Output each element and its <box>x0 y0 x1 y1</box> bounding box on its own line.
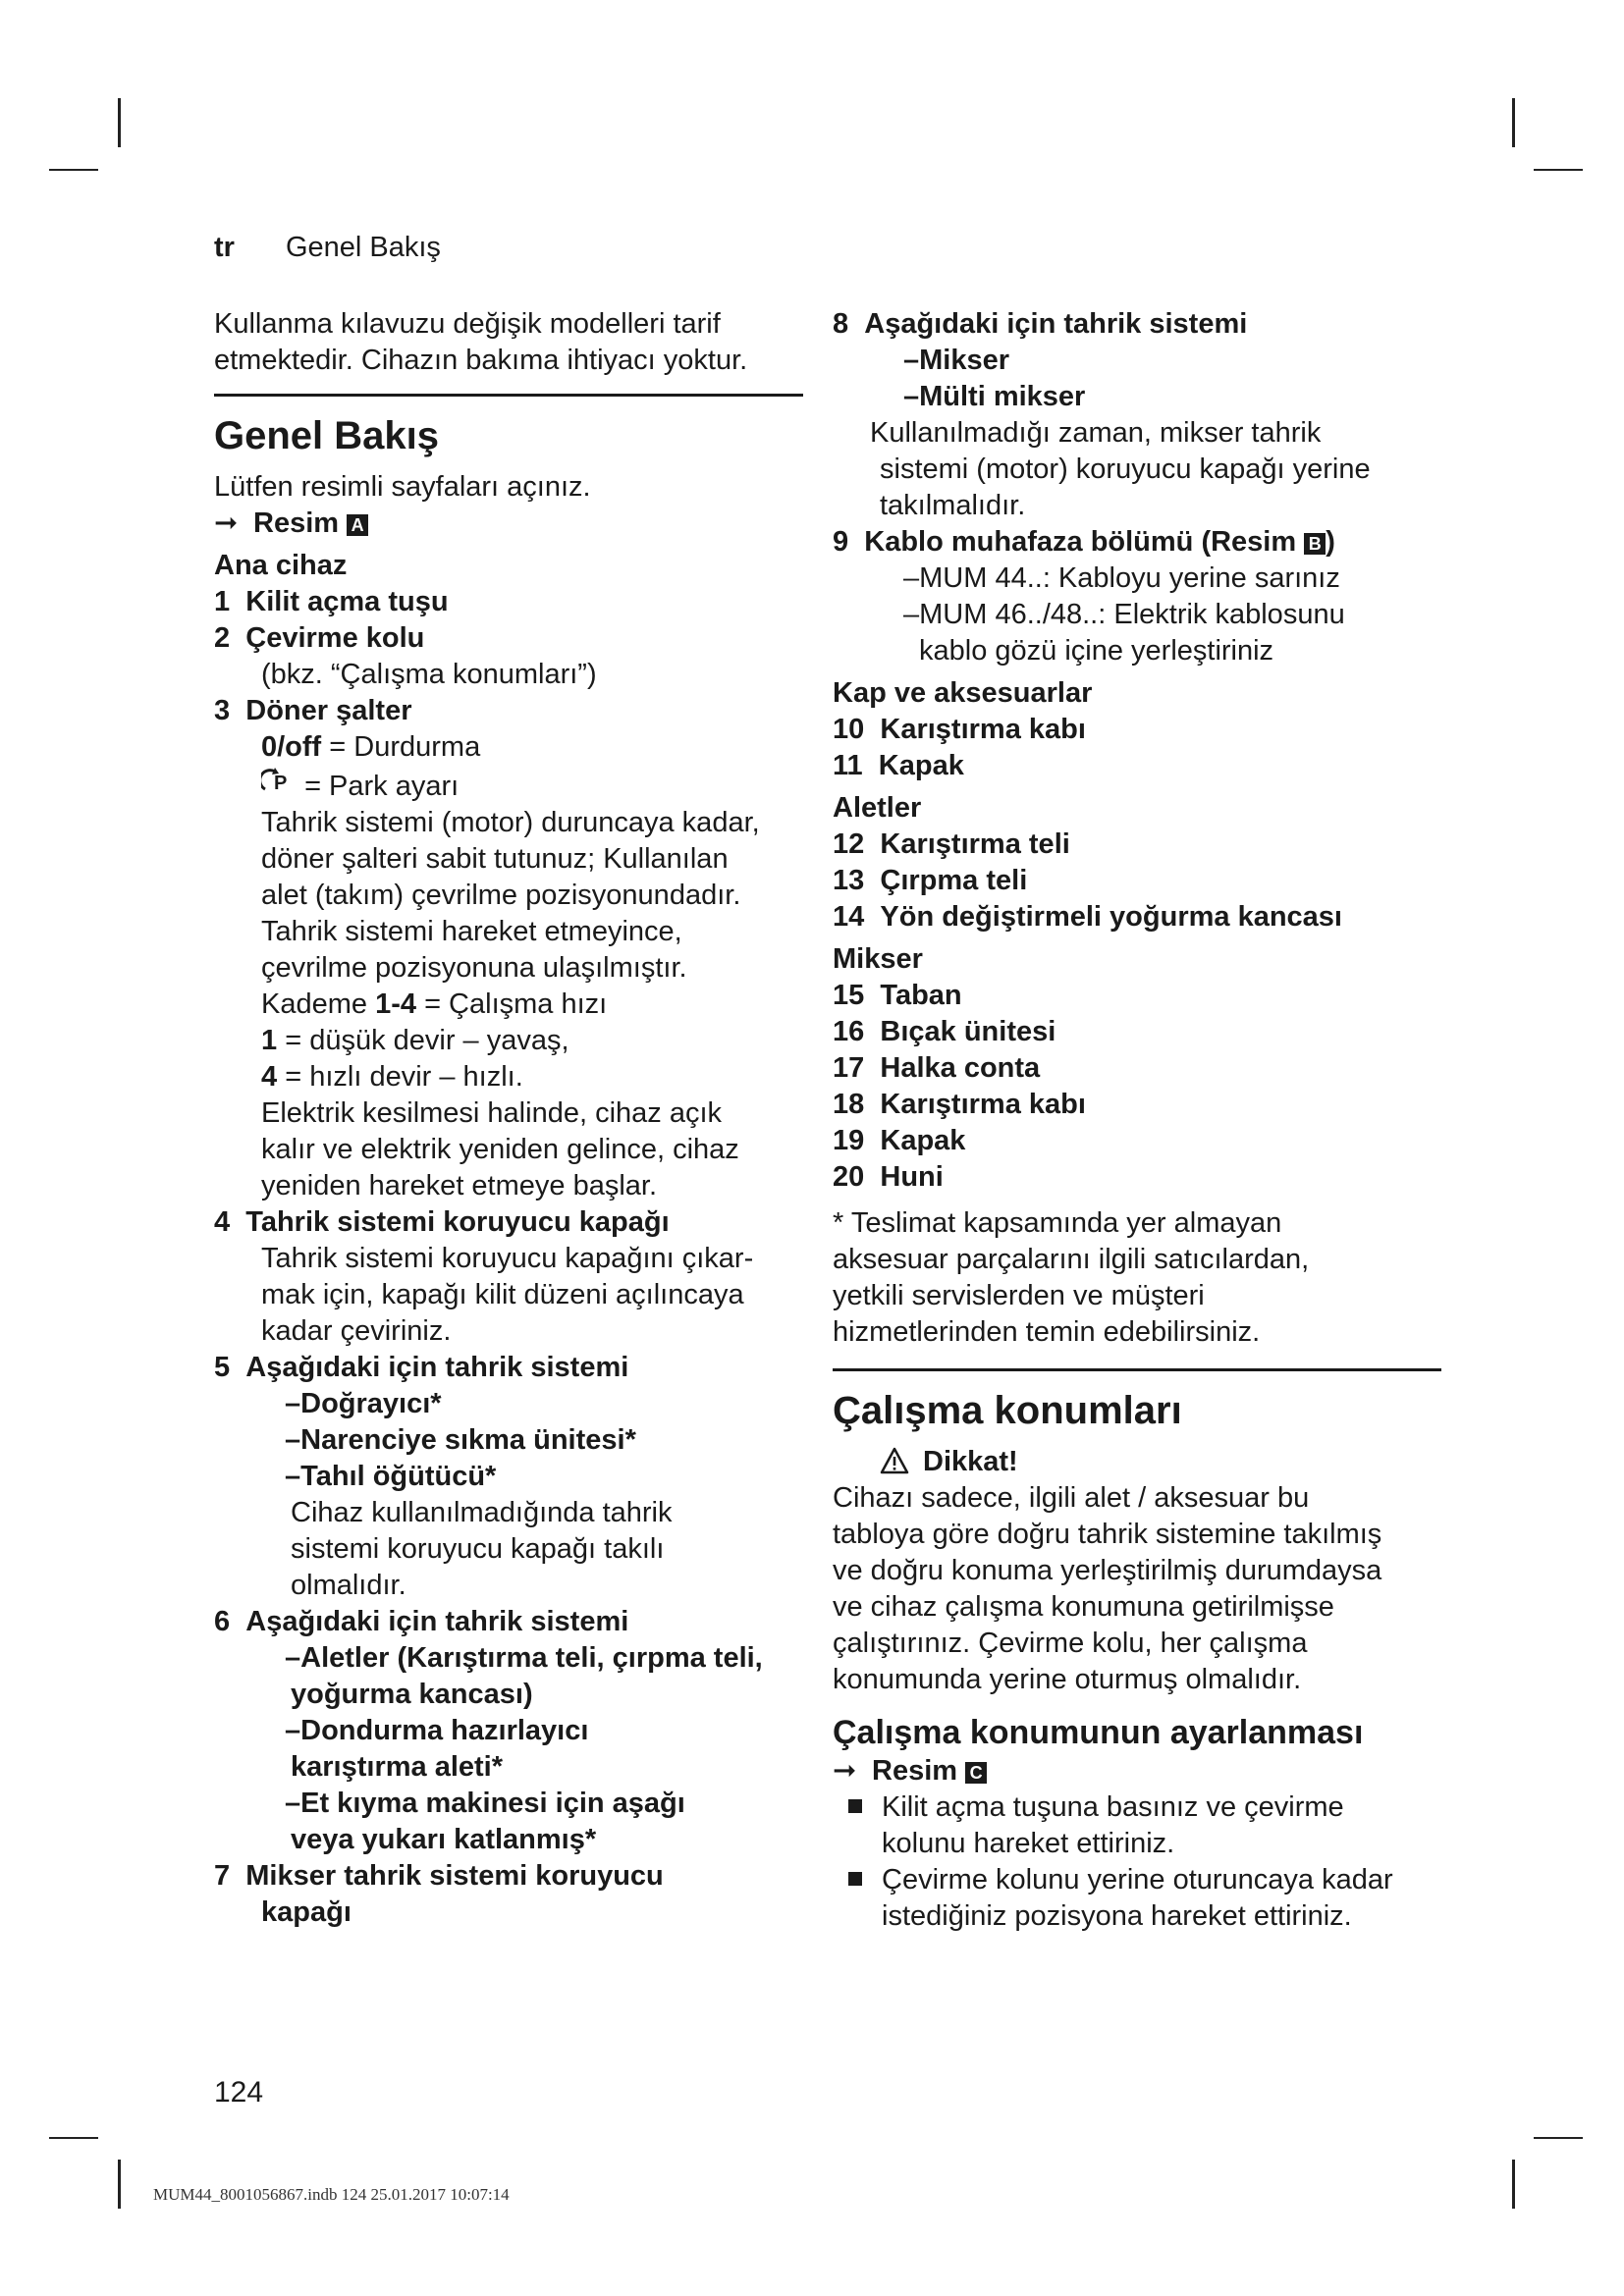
list-item-detail: döner şalteri sabit tutunuz; Kullanılan <box>261 843 729 875</box>
list-item-detail: takılmalıdır. <box>880 490 1026 521</box>
list-item: 3 Döner şalter <box>214 695 412 726</box>
list-subitem: karıştırma aleti* <box>291 1751 504 1783</box>
list-item: 4 Tahrik sistemi koruyucu kapağı <box>214 1206 670 1238</box>
language-code: tr <box>214 232 235 263</box>
list-item-detail: kalır ve elektrik yeniden gelince, cihaz <box>261 1134 739 1165</box>
list-subitem: veya yukarı katlanmış* <box>291 1824 597 1855</box>
bullet-square-icon <box>848 1872 862 1886</box>
list-item-detail: 0/off = Durdurma <box>261 731 481 763</box>
list-item: 15 Taban <box>833 980 962 1011</box>
list-subitem: –Narenciye sıkma ünitesi* <box>285 1424 636 1456</box>
crop-mark <box>1534 169 1583 171</box>
list-item: 10 Karıştırma kabı <box>833 714 1086 745</box>
subheading-mikser: Mikser <box>833 943 923 975</box>
page-number: 124 <box>214 2076 264 2109</box>
figure-reference: ➞ Resim A <box>214 506 803 542</box>
list-item: 12 Karıştırma teli <box>833 828 1070 860</box>
list-item: 13 Çırpma teli <box>833 865 1028 896</box>
list-subitem: yoğurma kancası) <box>291 1679 533 1710</box>
warning-text: Cihazı sadece, ilgili alet / aksesuar bu <box>833 1482 1310 1514</box>
list-item-detail: kablo gözü içine yerleştiriniz <box>919 635 1274 667</box>
list-item-detail: yeniden hareket etmeye başlar. <box>261 1170 658 1201</box>
header-section: Genel Bakış <box>285 232 441 263</box>
list-item-detail: kapağı <box>261 1896 352 1928</box>
list-item-detail: çevrilme pozisyonuna ulaşılmıştır. <box>261 952 687 984</box>
footnote-line: hizmetlerinden temin edebilirsiniz. <box>833 1316 1261 1348</box>
list-subitem: –Aletler (Karıştırma teli, çırpma teli, <box>285 1642 763 1674</box>
list-item-detail: olmalıdır. <box>291 1570 406 1601</box>
footnote-line: aksesuar parçalarını ilgili satıcılardan, <box>833 1244 1310 1275</box>
list-item-detail: Tahrik sistemi koruyucu kapağını çıkar- <box>261 1243 754 1274</box>
section-heading: Çalışma konumları <box>833 1389 1182 1432</box>
warning-text: ve cihaz çalışma konumuna getirilmişse <box>833 1591 1334 1623</box>
list-item: 9 Kablo muhafaza bölümü (Resim B ) <box>833 526 1335 558</box>
list-item: 19 Kapak <box>833 1125 966 1156</box>
bullet-item-cont: kolunu hareket ettiriniz. <box>882 1828 1175 1859</box>
crop-mark <box>49 2137 98 2139</box>
section-rule <box>214 394 803 397</box>
list-item-detail: (bkz. “Çalışma konumları”) <box>261 659 597 690</box>
subheading-kap: Kap ve aksesuarlar <box>833 677 1093 709</box>
figure-reference: ➞ Resim C <box>833 1753 1441 1789</box>
section-rule <box>833 1368 1441 1371</box>
list-item: 7 Mikser tahrik sistemi koruyucu <box>214 1860 664 1892</box>
list-item-detail: alet (takım) çevrilme pozisyonundadır. <box>261 880 741 911</box>
list-item: 16 Bıçak ünitesi <box>833 1016 1056 1047</box>
list-item: 18 Karıştırma kabı <box>833 1089 1086 1120</box>
list-item-detail: Tahrik sistemi (motor) duruncaya kadar, <box>261 807 760 838</box>
list-item: 11 Kapak <box>833 750 964 781</box>
list-item-detail: P = Park ayarı <box>214 766 803 805</box>
running-header <box>214 230 441 266</box>
list-item-detail: Cihaz kullanılmadığında tahrik <box>291 1497 673 1528</box>
intro-line: Kullanma kılavuzu değişik modelleri tarif <box>214 308 721 340</box>
bullet-item: Çevirme kolunu yerine oturuncaya kadar <box>833 1862 1441 1898</box>
list-subitem: –Dondurma hazırlayıcı <box>285 1715 589 1746</box>
warning-text: ve doğru konuma yerleştirilmiş durumdaysa <box>833 1555 1382 1586</box>
list-subitem: –Doğrayıcı* <box>285 1388 442 1419</box>
list-item: 2 Çevirme kolu <box>214 622 425 654</box>
list-item: 14 Yön değiştirmeli yoğurma kancası <box>833 901 1342 933</box>
subheading-aletler: Aletler <box>833 792 922 824</box>
figure-letter-c: C <box>965 1762 987 1784</box>
subheading-ana-cihaz: Ana cihaz <box>214 550 348 581</box>
park-symbol-icon <box>261 766 297 805</box>
list-subitem: –Tahıl öğütücü* <box>285 1461 497 1492</box>
list-item-detail: Kademe 1-4 = Çalışma hızı <box>261 988 608 1020</box>
list-item: 6 Aşağıdaki için tahrik sistemi <box>214 1606 629 1637</box>
warning-text: tabloya göre doğru tahrik sistemine takılmış <box>833 1519 1382 1550</box>
crop-mark <box>118 2160 121 2209</box>
crop-mark <box>49 169 98 171</box>
list-item-detail: sistemi koruyucu kapağı takılı <box>291 1533 665 1565</box>
bullet-item: Kilit açma tuşuna basınız ve çevirme <box>833 1789 1441 1826</box>
footnote-line: * Teslimat kapsamında yer almayan <box>833 1207 1282 1239</box>
list-item-detail: –MUM 44..: Kabloyu yerine sarınız <box>903 562 1340 594</box>
list-item-detail: kadar çeviriniz. <box>261 1315 452 1347</box>
crop-mark <box>1512 98 1515 147</box>
crop-mark <box>1534 2137 1583 2139</box>
list-item: 1 Kilit açma tuşu <box>214 586 449 617</box>
list-item-detail: Elektrik kesilmesi halinde, cihaz açık <box>261 1097 723 1129</box>
crop-mark <box>118 98 121 147</box>
list-item-detail: mak için, kapağı kilit düzeni açılıncaya <box>261 1279 744 1310</box>
right-column <box>833 306 1441 1935</box>
bullet-square-icon <box>848 1799 862 1813</box>
figure-letter-b: B <box>1304 533 1326 555</box>
warning-label: Dikkat! <box>833 1444 1441 1480</box>
print-footer: MUM44_8001056867.indb 124 25.01.2017 10:07:14 <box>153 2185 510 2204</box>
warning-text: çalıştırınız. Çevirme kolu, her çalışma <box>833 1628 1308 1659</box>
list-item: 8 Aşağıdaki için tahrik sistemi <box>833 308 1248 340</box>
crop-mark <box>1512 2160 1515 2209</box>
footnote-line: yetkili servislerden ve müşteri <box>833 1280 1205 1311</box>
list-item-detail: Kullanılmadığı zaman, mikser tahrik <box>870 417 1322 449</box>
subsection-heading: Çalışma konumunun ayarlanması <box>833 1714 1364 1751</box>
svg-text:P: P <box>274 773 288 794</box>
list-item-detail: 1 = düşük devir – yavaş, <box>261 1025 569 1056</box>
left-column <box>214 306 803 1931</box>
list-subitem: –Mikser <box>903 345 1010 376</box>
list-subitem: –Et kıyma makinesi için aşağı <box>285 1788 685 1819</box>
list-item: 17 Halka conta <box>833 1052 1041 1084</box>
bullet-item-cont: istediğiniz pozisyona hareket ettiriniz. <box>882 1900 1352 1932</box>
list-item-detail: Tahrik sistemi hareket etmeyince, <box>261 916 682 947</box>
list-subitem: –Mülti mikser <box>903 381 1086 412</box>
intro-line: etmektedir. Cihazın bakıma ihtiyacı yoktur. <box>214 345 748 376</box>
list-item-detail: 4 = hızlı devir – hızlı. <box>261 1061 523 1093</box>
figure-letter-a: A <box>347 514 368 536</box>
list-item: 20 Huni <box>833 1161 944 1193</box>
arrow-right-icon: ➞ <box>833 1755 857 1787</box>
list-item: 5 Aşağıdaki için tahrik sistemi <box>214 1352 629 1383</box>
arrow-right-icon: ➞ <box>214 507 239 539</box>
warning-triangle-icon <box>880 1447 909 1474</box>
warning-text: konumunda yerine oturmuş olmalıdır. <box>833 1664 1302 1695</box>
list-item-detail: sistemi (motor) koruyucu kapağı yerine <box>880 454 1371 485</box>
open-pages-text: Lütfen resimli sayfaları açınız. <box>214 471 591 503</box>
list-item-detail: –MUM 46../48..: Elektrik kablosunu <box>903 599 1345 630</box>
section-heading: Genel Bakış <box>214 414 440 457</box>
